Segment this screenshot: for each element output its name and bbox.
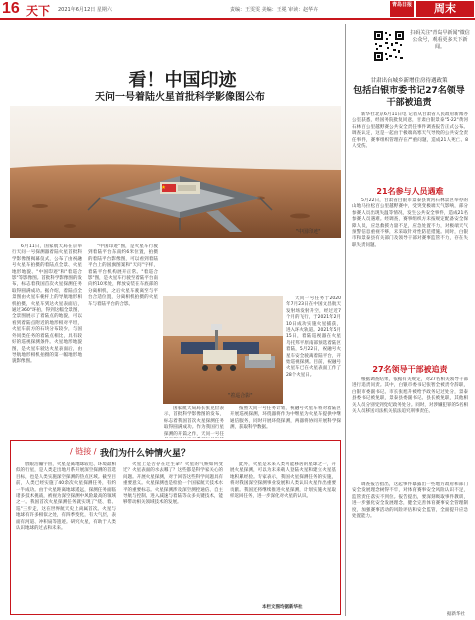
sidebar-paragraph-c: 根据调查结果，依据有关规定，对27名相关领导干部进行追责问责。其中，白银市委书记张智全被责令辞职，白银市委副书记、市长张旭升被给予政务记过处分，景泰县委书记被免职，景泰县委副书记、县长被免职，其他相关人员分别受到党纪政务处分。同时，对涉嫌犯罪的5名相关人员移送司法机关依法追究刑事责任。 [352,377,468,415]
feature-headline: 我们为什么钟情火星？ [100,449,191,459]
sidebar-paragraph-a: 新华社北京6月11日电 记者从甘肃省人民政府新闻办公室获悉，经国务院批复同意，甘肃白银景泰"5·22"黄河石林百公里越野赛公共安全责任事件调查报告正式公布。调查认定，这是一起由于极端高寒天气导致的公共安全责任事件，赛事组织管理存在严重问题，造成21人死亡、8人受伤。 [352,112,468,150]
rover-image [163,296,283,404]
page-number: 16 [2,0,20,17]
sidebar-paragraph-d: 调查报告指出，这起事件暴露出一些地方政府和部门安全发展理念树得不牢，对体育赛事安全风险认识不足，监管责任落实不到位。报告提出，要深刻吸取事件教训，进一步强化安全发展理念，健全完善体育赛事安全管理制度，加强赛事活动的风险评估和安全监管，全面提升应急处置能力。 [352,482,468,520]
sidebar-column-d [352,482,468,606]
section-name: 天下 [26,4,51,18]
article-column-1 [12,244,82,426]
issue-date: 2021年6月12日 星期六 [58,7,112,13]
column-divider [345,24,346,616]
editors-line: 责编：王雯雯 美编：王冕 审读：赵华卉 [230,7,319,13]
sidebar-subheading-2: 27名领导干部被追责 [372,365,448,374]
feature-source: 本栏文图均据新华社 [262,605,303,610]
rover-photo [163,296,283,404]
lander-image [10,106,341,238]
sidebar-headline: 包括白银市委书记27名领导干部被追责 [353,86,465,108]
photo1-caption: "中国印迹" [296,229,321,235]
article-subheadline: 天问一号着陆火星首批科学影像图公布 [95,92,265,103]
feature-column-1 [16,462,116,607]
photo2-caption: "着巡合影" [228,393,253,399]
sidebar-paragraph-b: 5月22日，甘肃省白银市景泰县黄河石林景区举办的山地马拉松百公里越野赛中，受突变极端天气影响，部分参赛人员出现失温等情况，发生公共安全事件，造成21名参赛人员遇难。经调查，赛事组织方未按规定配备安全保障人员，应急救援力量不足，应急处置不力，对极端天气预警信息重视不够，未采取针对性防范措施。同时，白银市和景泰县有关部门及领导干部对赛事监管不力，存在失职失责问题。 [352,198,468,248]
article-paragraph-5: 按照天问一号任务计划，祝融号火星车将对着陆区开展巡视探测，环绕器将作为中继星为火星车提供中继通信服务，同时开展环绕探测，两器将协同开展科学探测，获取科学数据。 [230,406,341,431]
article-column-5 [230,406,341,438]
feature-paragraph-1: 放眼浩瀚宇宙，火星是离地球较近、环境最相似的行星，是人类走出地月系开展深空探测的首选目标，也是人类实施深空探测的热点区域。截至目前，人类已经实施了40余次火星探测任务，有约一半成功。由于火星距离地球遥远，探测任务面临诸多技术挑战，被视为深空探测中风险最高的领域之一。我国首次火星探测任务就实现了"绕、着、巡"三步走，这在世界航天史上尚属首次。火星与地球有许多相似之处，有四季变化，有大气层，表面有河道、冲积扇等遗迹。研究火星，有助于人类认识地球的过去和未来。 [16,462,116,532]
article-column-3 [164,406,224,438]
sidebar-column-b [352,198,468,362]
article-column-2 [88,244,158,426]
sidebar-source: 据新华社 [447,612,465,617]
qr-code-icon [373,30,405,62]
article-paragraph-1: 6月11日，国家航天局在京举行天问一号探测器着陆火星首批科学影像图揭幕仪式，公布了由祝融号火星车拍摄的着陆点全景、火星地形地貌、"中国印迹"和"着巡合影"等影像图。首批科学影像图的发布，标志着我国首次火星探测任务取得圆满成功。据介绍，着陆点全景图由火星车桅杆上的导航地形相机拍摄，火星车到达火星表面后，通过360°环拍，得到这幅全景图，全景图展示了着陆点的地貌，可以看到着陆点附近的地形相对平坦，火星车前方的石块分布较少，与国外同类任务的着陆点相比，具有较好的巡视探测条件。火星地形地貌图，是火星车驶达火星表面后，由导航地形相机拍摄的第一幅地形地貌影像图。 [12,244,82,365]
qr-code[interactable] [373,30,405,62]
article-paragraph-2: "中国印迹"图，是火星车行驶到着陆平台东南约6米位置，拍摄的着陆平台影像图，可以看到着陆平台上的国旗图案和"天问"字样，着陆平台机构展开正常。"着巡合影"图，是火星车行驶至着陆平台南向约10米处，释放安装在车底部的分离相机，之后火星车驶离至与平台合适位置，分离相机拍摄的火星车与着陆平台的合影。 [88,244,158,307]
article-paragraph-3: 国家航天局局长张克俭表示，首批科学影像图的发布，标志着我国首次火星探测任务取得圆满成功。作为我国行星探测的开篇之作，天问一号任 [164,406,224,437]
sidebar-column-a [352,112,468,184]
sidebar-kicker: 甘肃出台城乡新增住房待遇政策 [370,78,448,84]
article-paragraph-4: 天问一号任务于2020年7月23日在中国文昌航天发射场发射升空，经过近7个月的飞行，于2021年2月10日成功实施火星捕获，进入环火轨道。2021年5月15日，着陆巡视器在火星乌托邦平原南部预选着陆区着陆，5月22日，祝融号火星车安全驶离着陆平台，开始巡视探测。目前，祝融号火星车已在火星表面工作了28个火星日。 [286,296,341,378]
page-header [0,0,475,20]
sidebar-subheading-1: 21名参与人员遇难 [376,187,444,196]
link-label: / 链接 / [70,447,97,456]
paper-badge: 青岛日报 [390,1,414,17]
lander-photo [10,106,341,238]
sidebar-column-c [352,377,468,481]
feature-column-3 [230,462,336,602]
qr-caption: 扫码关注"青岛早新闻"微信公众号，观看更多天下新闻。 [410,30,470,50]
article-headline: 看！中国印迹 [128,70,237,91]
feature-paragraph-2: 火星上是否存在过生命？火星的气候如何变迁？火星表面的水去哪了？这些都是科学家关心的问题。开展火星探测，对于回答这些科学问题具有重要意义。火星探测也是检验一个国家航天技术水平的重要标志。火星探测涉及深空测控通信、自主导航与控制、进入减速与着陆等众多关键技术，能够带动相关领域技术的发展。 [123,462,223,506]
weekly-label: 周末 [416,1,474,17]
feature-column-2 [123,462,223,607]
feature-paragraph-3: 此外，火星是未来人类可能移居的星球之一，开展火星探测，可以为未来载人登陆火星和建立火星基地积累经验。专家表示，我国火星探测任务的实施，将对我国深空探测事业发展和人类认识火星作出重要贡献。我国还将继续推进火星探测，计划实施火星取样返回任务，进一步深化对火星的认识。 [230,462,336,500]
